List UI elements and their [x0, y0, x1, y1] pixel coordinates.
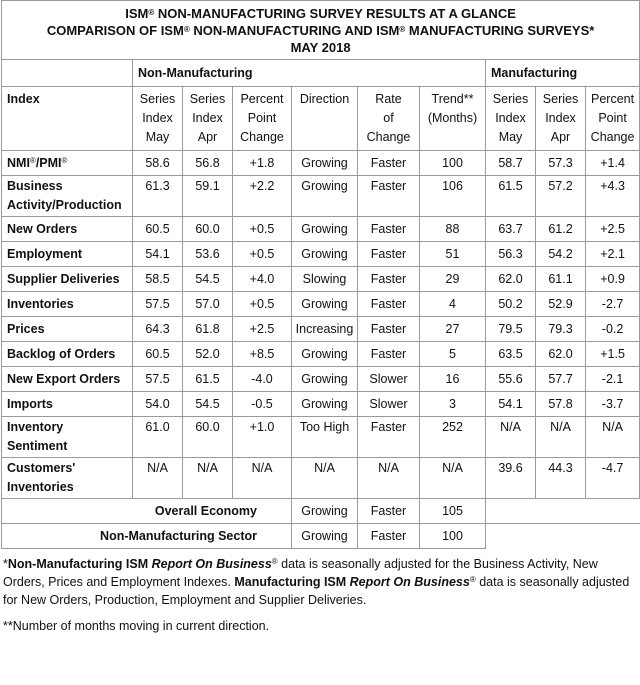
group-header-row [2, 60, 640, 87]
summary-rate: Faster [358, 499, 420, 524]
row-label: Employment [2, 242, 133, 267]
cell-trend: 100 [420, 151, 486, 176]
cell-direction: Growing [292, 217, 358, 242]
cell-direction: Growing [292, 342, 358, 367]
summary-direction: Growing [292, 524, 358, 549]
cell-direction: Slowing [292, 267, 358, 292]
cell-trend: 106 [420, 176, 486, 217]
cell-series-may: 64.3 [133, 317, 183, 342]
cell-rate-of-change: Slower [358, 367, 420, 392]
cell-series-apr: 54.5 [183, 392, 233, 417]
cell-percent-point-change: +4.0 [233, 267, 292, 292]
cell-mfg-series-may: 62.0 [486, 267, 536, 292]
table-row [2, 392, 640, 417]
row-label: Customers' Inventories [2, 458, 133, 499]
row-label: NMI®/PMI® [2, 151, 133, 176]
cell-mfg-series-may: 63.7 [486, 217, 536, 242]
cell-mfg-series-may: 55.6 [486, 367, 536, 392]
table-row [2, 217, 640, 242]
cell-series-may: 61.0 [133, 417, 183, 458]
cell-mfg-series-apr: 54.2 [536, 242, 586, 267]
cell-series-may: N/A [133, 458, 183, 499]
summary-direction: Growing [292, 499, 358, 524]
cell-mfg-series-apr: 57.2 [536, 176, 586, 217]
cell-direction: N/A [292, 458, 358, 499]
summary-label: Non-Manufacturing Sector [2, 524, 292, 549]
cell-trend: 16 [420, 367, 486, 392]
cell-direction: Growing [292, 367, 358, 392]
row-label: Backlog of Orders [2, 342, 133, 367]
cell-percent-point-change: +8.5 [233, 342, 292, 367]
row-label: Business Activity/Production [2, 176, 133, 217]
blank-cell [2, 60, 133, 87]
ism-results-table [1, 0, 640, 549]
cell-trend: 252 [420, 417, 486, 458]
cell-trend: 27 [420, 317, 486, 342]
cell-mfg-series-apr: 57.3 [536, 151, 586, 176]
row-label: Inventories [2, 292, 133, 317]
col-rate-of-change: Rate of Change [358, 87, 420, 151]
cell-series-may: 57.5 [133, 292, 183, 317]
cell-trend: N/A [420, 458, 486, 499]
cell-mfg-series-apr: N/A [536, 417, 586, 458]
cell-series-apr: 59.1 [183, 176, 233, 217]
blank-cell [486, 499, 640, 524]
cell-percent-point-change: +0.5 [233, 217, 292, 242]
cell-rate-of-change: Faster [358, 417, 420, 458]
table-row [2, 342, 640, 367]
cell-direction: Growing [292, 392, 358, 417]
cell-percent-point-change: +1.8 [233, 151, 292, 176]
cell-direction: Growing [292, 242, 358, 267]
summary-label: Overall Economy [2, 499, 292, 524]
cell-mfg-series-may: 56.3 [486, 242, 536, 267]
cell-mfg-series-may: 58.7 [486, 151, 536, 176]
cell-mfg-percent-point-change: -2.7 [586, 292, 640, 317]
footnote-seasonal-adjustment: *Non-Manufacturing ISM Report On Business® data is seasonally adjusted for the Business Activity, New Orders, Prices and Employment Indexes. Manufacturing ISM Report On Business® data is seasonally adjusted for New Orders, Production, Employment and Supplier Deliveries. [3, 557, 630, 607]
col-mfg-series-may: Series Index May [486, 87, 536, 151]
cell-rate-of-change: Faster [358, 242, 420, 267]
cell-rate-of-change: Faster [358, 267, 420, 292]
row-label: Imports [2, 392, 133, 417]
table-row [2, 417, 640, 458]
cell-mfg-series-apr: 61.2 [536, 217, 586, 242]
cell-trend: 4 [420, 292, 486, 317]
cell-series-apr: N/A [183, 458, 233, 499]
cell-rate-of-change: Faster [358, 151, 420, 176]
cell-rate-of-change: N/A [358, 458, 420, 499]
title-row [2, 1, 640, 60]
cell-mfg-series-may: 39.6 [486, 458, 536, 499]
summary-trend: 105 [420, 499, 486, 524]
table-row [2, 317, 640, 342]
cell-trend: 3 [420, 392, 486, 417]
cell-mfg-series-apr: 62.0 [536, 342, 586, 367]
cell-series-may: 60.5 [133, 342, 183, 367]
cell-rate-of-change: Faster [358, 317, 420, 342]
summary-row [2, 524, 640, 549]
cell-mfg-percent-point-change: -2.1 [586, 367, 640, 392]
cell-rate-of-change: Slower [358, 392, 420, 417]
cell-mfg-percent-point-change: +4.3 [586, 176, 640, 217]
cell-series-apr: 60.0 [183, 217, 233, 242]
summary-rate: Faster [358, 524, 420, 549]
cell-series-apr: 60.0 [183, 417, 233, 458]
cell-series-may: 57.5 [133, 367, 183, 392]
cell-series-apr: 61.8 [183, 317, 233, 342]
table-title: ISM® NON-MANUFACTURING SURVEY RESULTS AT A GLANCE COMPARISON OF ISM® NON-MANUFACTURING AND ISM® MANUFACTURING SURVEYS* MAY 2018 [2, 1, 640, 60]
table-row [2, 151, 640, 176]
summary-row [2, 499, 640, 524]
col-direction: Direction [292, 87, 358, 151]
row-label: New Export Orders [2, 367, 133, 392]
row-label: Prices [2, 317, 133, 342]
cell-mfg-series-may: 54.1 [486, 392, 536, 417]
footnote-trend: **Number of months moving in current direction. [3, 619, 270, 633]
cell-percent-point-change: +2.2 [233, 176, 292, 217]
cell-mfg-series-apr: 61.1 [536, 267, 586, 292]
col-series-may: Series Index May [133, 87, 183, 151]
col-series-apr: Series Index Apr [183, 87, 233, 151]
cell-mfg-series-apr: 52.9 [536, 292, 586, 317]
cell-trend: 51 [420, 242, 486, 267]
cell-series-may: 58.6 [133, 151, 183, 176]
column-header-row [2, 87, 640, 151]
cell-direction: Increasing [292, 317, 358, 342]
col-mfg-percent-point-change: Percent Point Change [586, 87, 640, 151]
cell-trend: 29 [420, 267, 486, 292]
cell-mfg-percent-point-change: +2.5 [586, 217, 640, 242]
cell-rate-of-change: Faster [358, 292, 420, 317]
cell-direction: Growing [292, 176, 358, 217]
cell-percent-point-change: +0.5 [233, 242, 292, 267]
cell-series-may: 60.5 [133, 217, 183, 242]
table-row [2, 242, 640, 267]
cell-trend: 5 [420, 342, 486, 367]
cell-series-apr: 53.6 [183, 242, 233, 267]
cell-series-may: 58.5 [133, 267, 183, 292]
table-row [2, 267, 640, 292]
cell-mfg-series-may: N/A [486, 417, 536, 458]
cell-mfg-series-may: 50.2 [486, 292, 536, 317]
table-row [2, 176, 640, 217]
cell-direction: Growing [292, 151, 358, 176]
cell-rate-of-change: Faster [358, 176, 420, 217]
cell-percent-point-change: +0.5 [233, 292, 292, 317]
cell-percent-point-change: N/A [233, 458, 292, 499]
cell-rate-of-change: Faster [358, 217, 420, 242]
cell-series-apr: 57.0 [183, 292, 233, 317]
cell-mfg-series-may: 63.5 [486, 342, 536, 367]
cell-series-may: 54.1 [133, 242, 183, 267]
cell-mfg-series-apr: 79.3 [536, 317, 586, 342]
cell-direction: Growing [292, 292, 358, 317]
row-label: Supplier Deliveries [2, 267, 133, 292]
cell-mfg-percent-point-change: -0.2 [586, 317, 640, 342]
row-label: Inventory Sentiment [2, 417, 133, 458]
summary-trend: 100 [420, 524, 486, 549]
cell-mfg-series-may: 79.5 [486, 317, 536, 342]
group-nonmanufacturing: Non-Manufacturing [133, 60, 486, 87]
table-row [2, 458, 640, 499]
cell-series-apr: 61.5 [183, 367, 233, 392]
cell-mfg-series-apr: 44.3 [536, 458, 586, 499]
cell-trend: 88 [420, 217, 486, 242]
cell-percent-point-change: +1.0 [233, 417, 292, 458]
cell-series-may: 54.0 [133, 392, 183, 417]
cell-percent-point-change: -4.0 [233, 367, 292, 392]
col-mfg-series-apr: Series Index Apr [536, 87, 586, 151]
cell-mfg-series-apr: 57.7 [536, 367, 586, 392]
cell-percent-point-change: -0.5 [233, 392, 292, 417]
cell-series-apr: 54.5 [183, 267, 233, 292]
cell-mfg-percent-point-change: N/A [586, 417, 640, 458]
blank-cell [486, 524, 640, 549]
table-row [2, 367, 640, 392]
group-manufacturing: Manufacturing [486, 60, 640, 87]
cell-percent-point-change: +2.5 [233, 317, 292, 342]
cell-series-apr: 52.0 [183, 342, 233, 367]
cell-mfg-percent-point-change: +1.4 [586, 151, 640, 176]
cell-mfg-percent-point-change: +0.9 [586, 267, 640, 292]
cell-series-apr: 56.8 [183, 151, 233, 176]
table-row [2, 292, 640, 317]
cell-mfg-series-apr: 57.8 [536, 392, 586, 417]
footnotes [0, 549, 640, 635]
cell-rate-of-change: Faster [358, 342, 420, 367]
cell-mfg-percent-point-change: +1.5 [586, 342, 640, 367]
row-label: New Orders [2, 217, 133, 242]
cell-direction: Too High [292, 417, 358, 458]
cell-mfg-percent-point-change: +2.1 [586, 242, 640, 267]
col-trend: Trend** (Months) [420, 87, 486, 151]
cell-series-may: 61.3 [133, 176, 183, 217]
col-percent-point-change: Percent Point Change [233, 87, 292, 151]
col-index: Index [2, 87, 133, 151]
cell-mfg-percent-point-change: -4.7 [586, 458, 640, 499]
cell-mfg-series-may: 61.5 [486, 176, 536, 217]
cell-mfg-percent-point-change: -3.7 [586, 392, 640, 417]
